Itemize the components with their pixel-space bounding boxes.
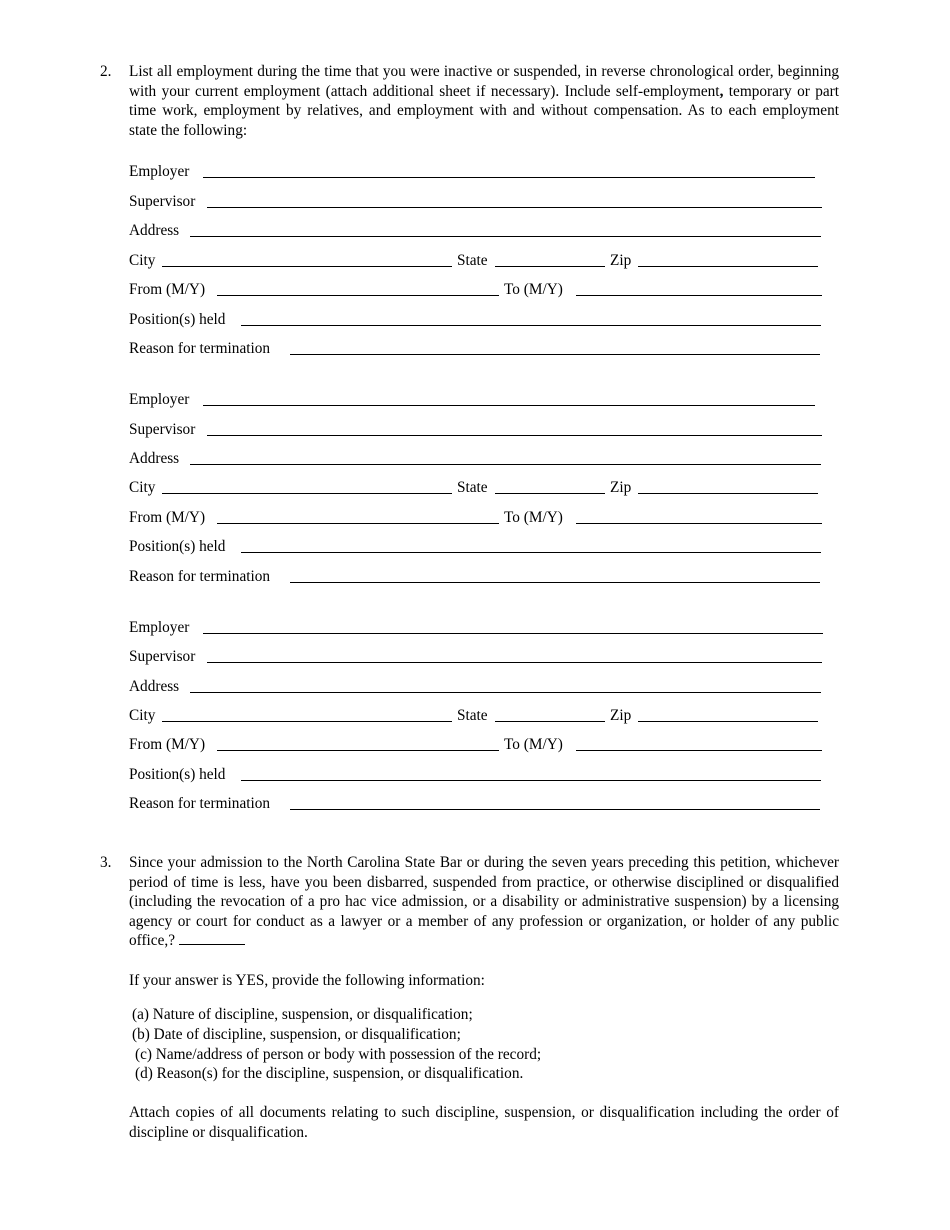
address-label: Address: [129, 678, 180, 695]
state-field[interactable]: [495, 721, 605, 722]
from-label: From (M/Y): [129, 509, 206, 526]
question-2-text: [129, 62, 839, 140]
zip-field[interactable]: [638, 266, 818, 267]
zip-label: Zip: [610, 707, 632, 724]
employer-label: Employer: [129, 619, 190, 636]
state-label: State: [457, 479, 488, 496]
reason-field[interactable]: [290, 582, 820, 583]
reason-label: Reason for termination: [129, 568, 271, 585]
to-field[interactable]: [576, 750, 822, 751]
from-label: From (M/Y): [129, 281, 206, 298]
address-field[interactable]: [190, 692, 821, 693]
if-yes-instruction: If your answer is YES, provide the following information:: [129, 972, 485, 989]
supervisor-field[interactable]: [207, 207, 822, 208]
positions-field[interactable]: [241, 325, 821, 326]
employer-label: Employer: [129, 391, 190, 408]
from-field[interactable]: [217, 750, 499, 751]
city-label: City: [129, 707, 156, 724]
supervisor-field[interactable]: [207, 662, 822, 663]
to-field[interactable]: [576, 295, 822, 296]
to-label: To (M/Y): [504, 281, 563, 298]
question-2-text-comma: ,: [719, 82, 724, 100]
positions-label: Position(s) held: [129, 766, 226, 783]
supervisor-label: Supervisor: [129, 193, 196, 210]
question-3-answer-field[interactable]: [179, 932, 245, 945]
list-item-d: (d) Reason(s) for the discipline, suspension, or disqualification.: [135, 1065, 524, 1083]
reason-label: Reason for termination: [129, 340, 271, 357]
question-3-list: [132, 1005, 541, 1084]
positions-label: Position(s) held: [129, 311, 226, 328]
question-2-number: 2.: [100, 63, 112, 80]
to-label: To (M/Y): [504, 736, 563, 753]
question-3-number: 3.: [100, 854, 112, 871]
attach-instruction: Attach copies of all documents relating to such discipline, suspension, or disqualification including the order of discipline or disqualification.: [129, 1104, 839, 1141]
question-2-text-prefix: List all employment during the time that you were inactive or suspended, in reverse chronological order, beginning with your current employment (attach additional sheet if necessary). Include self-employment: [129, 63, 839, 100]
from-field[interactable]: [217, 523, 499, 524]
employer-label: Employer: [129, 163, 190, 180]
zip-label: Zip: [610, 252, 632, 269]
state-label: State: [457, 707, 488, 724]
address-field[interactable]: [190, 464, 821, 465]
zip-label: Zip: [610, 479, 632, 496]
employer-field[interactable]: [203, 177, 815, 178]
state-label: State: [457, 252, 488, 269]
supervisor-field[interactable]: [207, 435, 822, 436]
state-field[interactable]: [495, 493, 605, 494]
to-field[interactable]: [576, 523, 822, 524]
list-item-b: (b) Date of discipline, suspension, or disqualification;: [132, 1025, 461, 1043]
from-label: From (M/Y): [129, 736, 206, 753]
to-label: To (M/Y): [504, 509, 563, 526]
city-field[interactable]: [162, 493, 452, 494]
from-field[interactable]: [217, 295, 499, 296]
state-field[interactable]: [495, 266, 605, 267]
city-field[interactable]: [162, 266, 452, 267]
address-field[interactable]: [190, 236, 821, 237]
supervisor-label: Supervisor: [129, 421, 196, 438]
address-label: Address: [129, 222, 180, 239]
positions-label: Position(s) held: [129, 538, 226, 555]
city-label: City: [129, 252, 156, 269]
address-label: Address: [129, 450, 180, 467]
reason-label: Reason for termination: [129, 795, 271, 812]
question-3-text: [129, 853, 839, 951]
question-2-text-suffix: temporary or part time work, employment by relatives, and employment with and without compensation. As to each employment state the following:: [129, 82, 840, 139]
question-3-body: Since your admission to the North Carolina State Bar or during the seven years preceding this petition, whichever period of time is less, have you been disbarred, suspended from practice, or otherwise disciplined or disqualified (including the revocation of a pro hac vice admission, or a disability or administrative suspension) by a licensing agency or court for conduct as a lawyer or a member of any profession or organization, or holder of any public office,?: [129, 854, 839, 950]
reason-field[interactable]: [290, 354, 820, 355]
positions-field[interactable]: [241, 552, 821, 553]
supervisor-label: Supervisor: [129, 648, 196, 665]
positions-field[interactable]: [241, 780, 821, 781]
list-item-a: (a) Nature of discipline, suspension, or disqualification;: [132, 1006, 473, 1023]
employer-field[interactable]: [203, 633, 823, 634]
city-field[interactable]: [162, 721, 452, 722]
reason-field[interactable]: [290, 809, 820, 810]
city-label: City: [129, 479, 156, 496]
zip-field[interactable]: [638, 721, 818, 722]
list-item-c: (c) Name/address of person or body with possession of the record;: [135, 1045, 542, 1063]
employer-field[interactable]: [203, 405, 815, 406]
zip-field[interactable]: [638, 493, 818, 494]
